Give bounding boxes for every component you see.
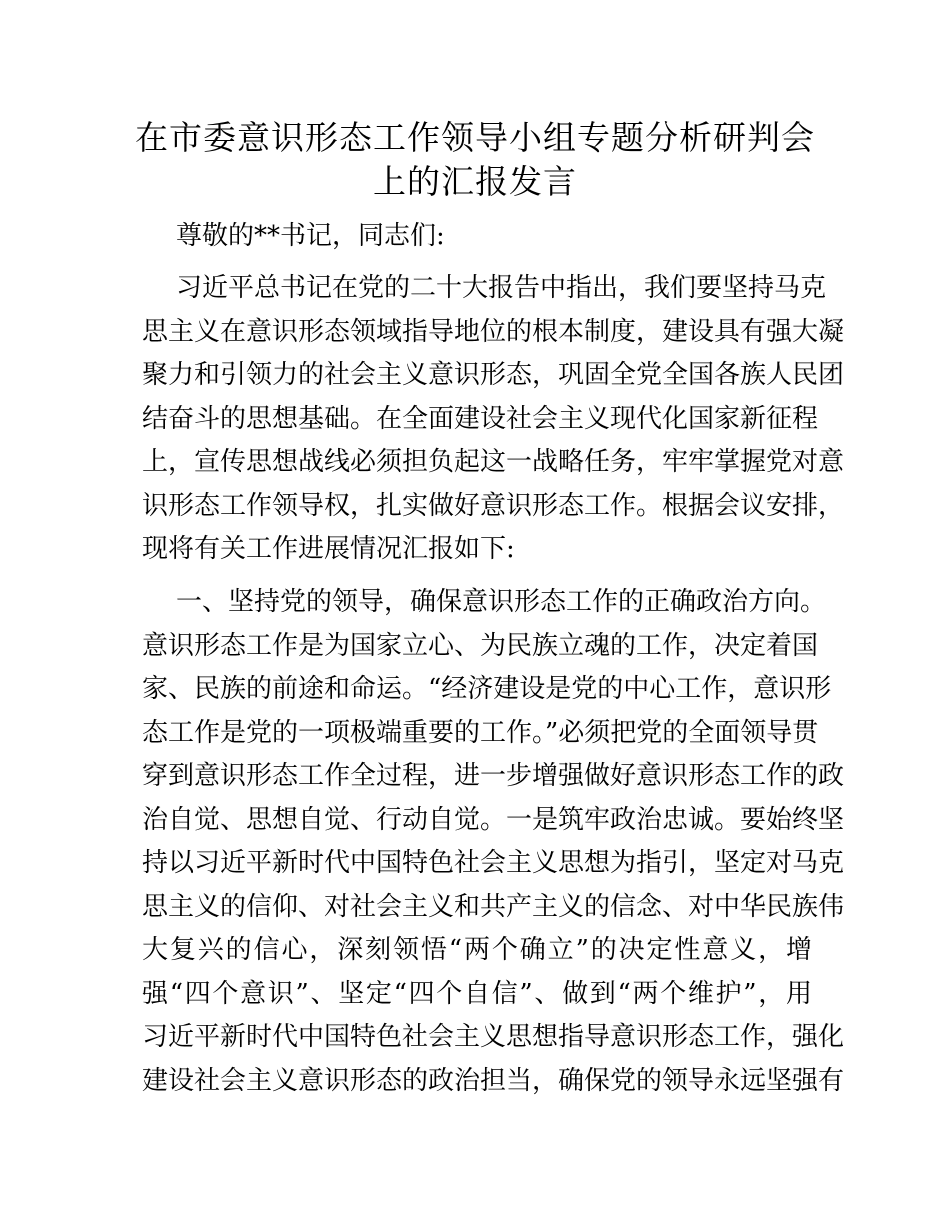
paragraph-2-line: 穿到意识形态工作全过程，进一步增强做好意识形态工作的政 [142,761,845,791]
paragraph-1-line: 现将有关工作进展情况汇报如下: [142,534,515,564]
document-title-line-1: 在市委意识形态工作领导小组专题分析研判会 [135,118,815,157]
paragraph-2-line: 建设社会主义意识形态的政治担当，确保党的领导永远坚强有 [142,1066,845,1096]
paragraph-1-line: 识形态工作领导权，扎实做好意识形态工作。根据会议安排， [142,491,845,521]
paragraph-2-line: 思主义的信仰、对社会主义和共产主义的信念、对中华民族伟 [142,892,845,922]
paragraph-1-line: 结奋斗的思想基础。在全面建设社会主义现代化国家新征程 [142,404,819,434]
paragraph-2-line: 治自觉、思想自觉、行动自觉。一是筑牢政治忠诚。要始终坚 [142,805,845,835]
paragraph-1-line: 思主义在意识形态领域指导地位的根本制度，建设具有强大凝 [142,317,845,347]
paragraph-2-line: 强“四个意识”、坚定“四个自信”、做到“两个维护”，用 [142,979,812,1009]
paragraph-2-line: 意识形态工作是为国家立心、为民族立魂的工作，决定着国 [142,631,819,661]
paragraph-1-line: 上，宣传思想战线必须担负起这一战略任务，牢牢掌握党对意 [142,447,845,477]
paragraph-2-line: 大复兴的信心，深刻领悟“两个确立”的决定性意义，增 [142,935,812,965]
salutation: 尊敬的**书记，同志们: [176,221,445,251]
paragraph-1-line: 聚力和引领力的社会主义意识形态，巩固全党全国各族人民团 [142,360,845,390]
paragraph-1-line: 习近平总书记在党的二十大报告中指出，我们要坚持马克 [176,273,827,303]
paragraph-2-line: 家、民族的前途和命运。“经济建设是党的中心工作，意识形 [142,674,832,704]
document-title-line-2: 上的汇报发言 [373,162,577,201]
paragraph-2-line: 习近平新时代中国特色社会主义思想指导意识形态工作，强化 [142,1022,845,1052]
section-heading-1: 一、坚持党的领导，确保意识形态工作的正确政治方向。 [176,587,827,617]
paragraph-2-line: 持以习近平新时代中国特色社会主义思想为指引，坚定对马克 [142,848,845,878]
paragraph-2-line: 态工作是党的一项极端重要的工作。”必须把党的全面领导贯 [142,718,819,748]
